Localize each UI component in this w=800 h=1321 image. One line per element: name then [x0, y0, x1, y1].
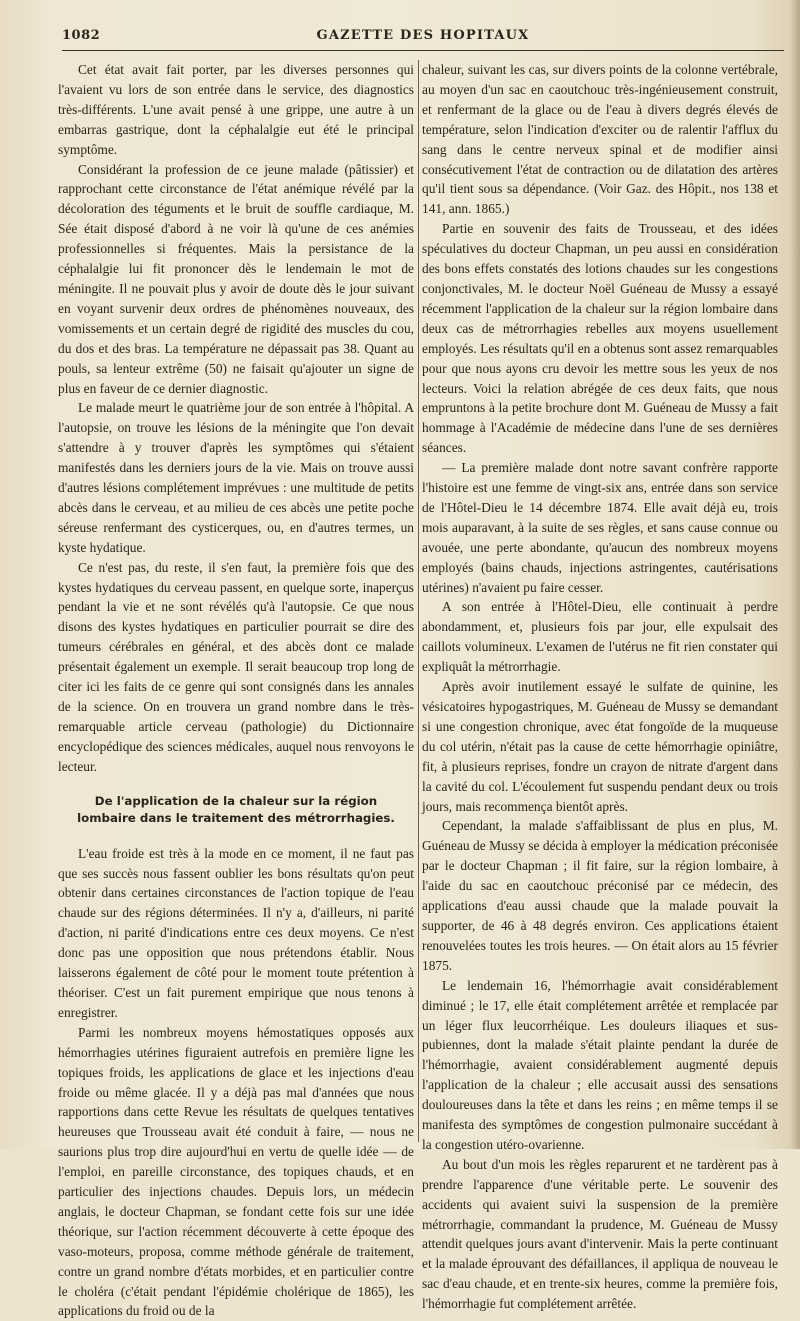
column-divider — [418, 60, 419, 1142]
left-column — [58, 60, 414, 1319]
journal-title: GAZETTE DES HOPITAUX — [316, 28, 530, 43]
page-edge-shadow — [790, 0, 800, 1149]
page-header — [62, 26, 784, 51]
paragraph: Le malade meurt le quatrième jour de son entrée à l'hôpital. A l'autopsie, on trouve les lésions de la méningite que l'on devait s'attendre à y trouver d'après les symptômes qui s'étaient manifestés dans les derniers jours de la vie. Mais on trouve aussi d'autres lésions complétement imprévues : une multitude de petits abcès dans le cerveau, et au milieu de ces abcès une petite poche séreuse renfermant des cysticerques, ou, en d'autres termes, un kyste hydatique. — [58, 400, 414, 555]
paragraph: — La première malade dont notre savant confrère rapporte l'histoire est une femme de vingt-six ans, entrée dans son service de l'Hôtel-Dieu le 14 décembre 1874. Elle avait déjà eu, trois mois auparavant, à la suite de ses règles, et sans cause connue ou avouée, une perte abondante, qu'aucun des nombreux moyens employés (bains chauds, injections astringentes, cautérisations utérines) n'avaient pu faire cesser. — [422, 460, 778, 595]
paragraph: Ce n'est pas, du reste, il s'en faut, la première fois que des kystes hydatiques du cerveau passent, en quelque sorte, inaperçus pendant la vie et ne sont révélés qu'à l'autopsie. Ce que nous disons des kystes hydatiques en particulier pourrait se dire des tumeurs cérébrales en général, et des abcès dont ce malade présentait également un exemple. Il serait beaucoup trop long de citer ici les faits de ce genre qui sont consignés dans les annales de la science. On en trouvera un grand nombre dans le très-remarquable article cerveau (pathologie) du Dictionnaire encyclopédique des sciences médicales, auquel nous renvoyons le lecteur. — [58, 559, 414, 774]
right-column — [422, 60, 778, 1312]
article-heading: De l'application de la chaleur sur la région lombaire dans le traitement des métrorrhagies. — [77, 793, 395, 825]
paragraph: L'eau froide est très à la mode en ce moment, il ne faut pas que ses succès nous fassent oublier les bons résultats qu'on peut obtenir dans certaines circonstances de l'action topique de l'eau chaude sur des régions déterminées. Il n'y a, d'ailleurs, ni parité d'action, ni parité d'indications entre ces deux moyens. Ce n'est donc pas une opposition que nous prétendons établir. Nous laisserons également de côté pour le moment toute prétention à théoriser. C'est un fait purement empirique que nous tenons à enregistrer. — [58, 845, 414, 1020]
paragraph: Considérant la profession de ce jeune malade (pâtissier) et rapprochant cette circonstance de l'état anémique révélé par la décoloration des téguments et le bruit de souffle cardiaque, M. Sée était disposé d'abord à ne voir là qu'une de ces anémies professionnelles si fréquentes. Mais la persistance de la céphalalgie lui fit prononcer dès le lendemain le mot de méningite. Il ne pouvait plus y avoir de doute dès le jour suivant en voyant survenir deux ordres de phénomènes nouveaux, des vomissements et un certain degré de rigidité des muscles du cou, du dos et des bras. La température ne dépassait pas 38. Quant au pouls, sa lenteur extrême (50) ne faisait qu'ajouter un signe de plus en faveur de ce dernier diagnostic. — [58, 161, 414, 396]
paragraph: Cependant, la malade s'affaiblissant de plus en plus, M. Guéneau de Mussy se décida à employer la médication préconisée par le docteur Chapman ; il fit faire, sur la région lombaire, à l'aide du sac en caoutchouc préconisé par ce médecin, des applications d'eau aussi chaude que la malade pouvait la supporter, de 46 à 48 degrés environ. Ces applications étaient renouvelées toutes les trois heures. — On était alors au 15 février 1875. — [422, 818, 778, 973]
two-column-body — [58, 60, 784, 1319]
paragraph: Au bout d'un mois les règles reparurent et ne tardèrent pas à prendre l'apparence d'une véritable perte. Le souvenir des accidents qui avaient suivi la suspension de la première métrorrhagie, commandant la prudence, M. Guéneau de Mussy attendit quelques jours avant d'intervenir. Mais la perte continuant et la malade éprouvant des défaillances, il appliqua de nouveau le sac d'eau chaude, et en trente-six heures, comme la première fois, l'hémorrhagie fut complétement arrêtée. — [422, 1156, 778, 1312]
paragraph: A son entrée à l'Hôtel-Dieu, elle continuait à perdre abondamment, et, plusieurs fois par jour, elle expulsait des caillots volumineux. L'examen de l'utérus ne fit rien constater qui expliquât la métrorrhagie. — [422, 599, 778, 675]
paragraph: Parmi les nombreux moyens hémostatiques opposés aux hémorrhagies utérines figuraient autrefois en première ligne les topiques froids, les applications de glace et les injections d'eau froide ou même glacée. Il y a déjà pas mal d'années que nous rapportions dans cette Revue les résultats de quelques tentatives heureuses que Trousseau avait été conduit à faire, — nous ne saurions plus trop dire aujourd'hui en vertu de quelle idée — de l'emploi, en pareille circonstance, des topiques chauds, et en particulier des injections chaudes. Depuis lors, un médecin anglais, le docteur Chapman, se fondant cette fois sur une idée théorique, sur l'action récemment découverte à cette époque des vaso-moteurs, proposa, comme méthode générale de traitement, contre un grand nombre d'états morbides, et en particulier contre le choléra (c'était pendant l'épidémie cholérique de 1865), les applications du froid ou de la — [58, 1024, 414, 1319]
paragraph: chaleur, suivant les cas, sur divers points de la colonne vertébrale, au moyen d'un sac en caoutchouc très-ingénieusement construit, et renfermant de la glace ou de l'eau à divers degrés élevés de température, selon l'indication d'exciter ou de ralentir l'afflux du sang dans le centre nerveux spinal et de modifier ainsi consécutivement l'état de contraction ou de dilatation des artères qu'il tient sous sa dépendance. (Voir Gaz. des Hôpit., nos 138 et 141, ann. 1865.) — [422, 62, 778, 217]
paragraph: Partie en souvenir des faits de Trousseau, et des idées spéculatives du docteur Chapman, un peu aussi en considération des bons effets constatés des lotions chaudes sur les congestions conjonctivales, M. le docteur Noël Guéneau de Mussy a essayé récemment l'application de la chaleur sur la région lombaire dans deux cas de métrorrhagies rebelles aux moyens usuellement employés. Les résultats qu'il en a obtenus sont assez remarquables pour que nous ayons cru devoir les mettre sous les yeux de nos lecteurs. Voici la relation abrégée de ces deux faits, que nous empruntons à la petite brochure dont M. Guéneau de Mussy a fait hommage à l'Académie de médecine dans l'une de ses dernières séances. — [422, 221, 778, 456]
page-number: 1082 — [62, 28, 101, 43]
paragraph: Après avoir inutilement essayé le sulfate de quinine, les vésicatoires hypogastriques, M. Guéneau de Mussy se demandant si une congestion chronique, avec état fongoïde de la muqueuse du col utérin, n'était pas la cause de cette hémorrhagie opiniâtre, fit, à plusieurs reprises, fondre un crayon de nitrate d'argent dans la cavité du col. L'écoulement fut suspendu pendant deux ou trois jours, mais recommença bientôt après. — [422, 679, 778, 814]
paragraph: Le lendemain 16, l'hémorrhagie avait considérablement diminué ; le 17, elle était complétement arrêtée et remplacée par un léger flux leucorrhéique. Les douleurs iliaques et sus-pubiennes, dont la malade s'était plainte pendant la durée de l'hémorrhagie, avaient considérablement augmenté depuis l'application de la chaleur ; elle accusait aussi des sensations douloureuses dans la tête et dans les reins ; en même temps il se manifesta des symptômes de congestion pulmonaire succédant à la congestion utéro-ovarienne. — [422, 977, 778, 1152]
paragraph: Cet état avait fait porter, par les diverses personnes qui l'avaient vu lors de son entrée dans le service, des diagnostics très-différents. L'une avait pensé à une grippe, une autre à un embarras gastrique, dont la céphalalgie eut été le principal symptôme. — [58, 62, 414, 157]
